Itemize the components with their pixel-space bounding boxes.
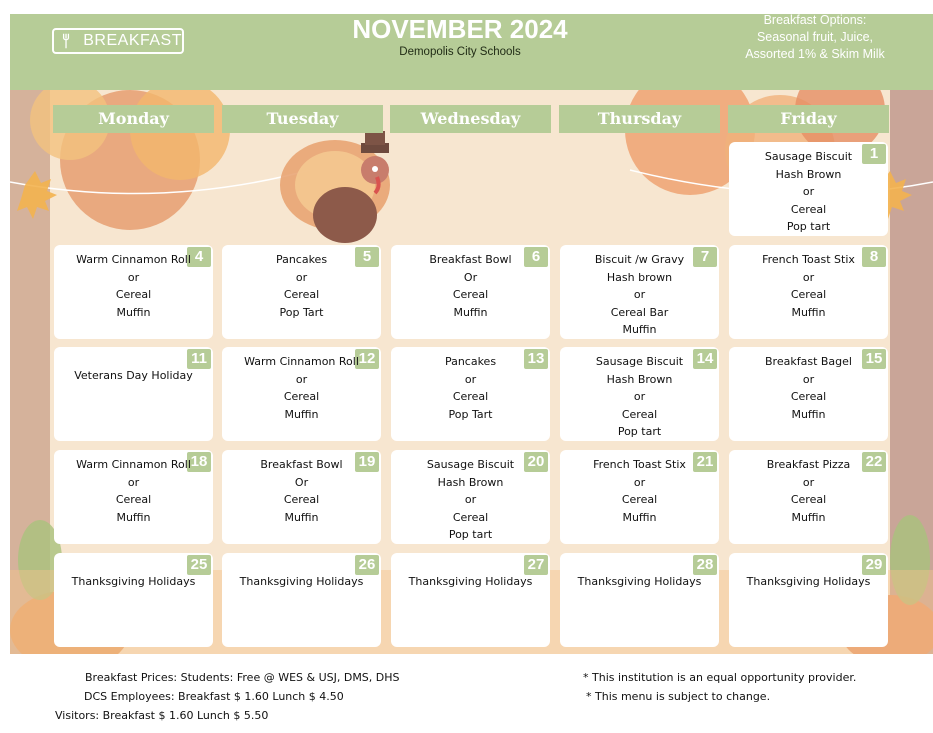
menu-item: Thanksgiving Holidays [408,575,533,588]
fork-icon [62,32,73,50]
menu-item: or [464,372,477,386]
day-cell [222,450,381,544]
date-number: 5 [355,247,379,267]
date-number: 4 [187,247,211,267]
menu-items [560,353,719,441]
day-cell [391,245,550,339]
menu-item: Cereal [452,288,489,301]
menu-item: Cereal [621,493,658,506]
day-cell [729,245,888,339]
day-cell [54,553,213,647]
menu-items [222,456,381,526]
menu-item: Cereal [790,493,827,506]
menu-items [729,353,888,423]
menu-item: Cereal Bar [610,305,669,319]
menu-item: Pop Tart [279,305,324,319]
date-number: 13 [524,349,548,369]
page-title: NOVEMBER 2024 [352,14,568,44]
menu-item: Or [294,475,309,489]
options-line: Assorted 1% & Skim Milk [745,47,885,61]
date-number: 14 [693,349,717,369]
equal-opportunity-note: * This institution is an equal opportunity provider. [583,671,857,684]
menu-item: Thanksgiving Holidays [577,575,702,588]
prices-line: Breakfast Prices: Students: Free @ WES & USJ, DMS, DHS [85,671,400,684]
menu-item: Breakfast Pizza [766,458,851,471]
menu-items [54,456,213,526]
menu-item: Cereal [621,407,658,421]
day-header-tuesday: Tuesday [222,105,383,133]
turkey-illustration [280,131,390,243]
menu-item: Muffin [453,305,488,319]
menu-item: Hash Brown [606,372,673,386]
logo-label: BREAKFAST [83,32,182,49]
date-number: 21 [693,452,717,472]
day-cell [729,142,888,236]
date-number: 28 [693,555,717,575]
menu-item: or [127,270,140,284]
menu-item: Muffin [284,510,319,524]
date-number: 6 [524,247,548,267]
day-cell [222,553,381,647]
menu-item: Sausage Biscuit [426,458,515,471]
menu-item: or [802,270,815,284]
page-subtitle: Demopolis City Schools [399,46,521,58]
day-cell [54,450,213,544]
menu-item: Pop tart [448,528,493,541]
menu-item: Hash brown [606,270,673,284]
day-cell [222,245,381,339]
menu-items [560,251,719,339]
menu-item: Muffin [622,510,657,524]
menu-item: Muffin [791,305,826,319]
menu-item: Cereal [452,390,489,403]
menu-item: Muffin [622,323,657,336]
menu-item: Cereal [790,288,827,301]
menu-item: Hash Brown [775,167,842,181]
date-number: 1 [862,144,886,164]
menu-items [391,456,550,544]
date-number: 15 [862,349,886,369]
day-cell [729,450,888,544]
menu-item: Breakfast Bowl [429,253,512,266]
menu-item: Warm Cinnamon Roll [244,355,359,368]
menu-item: Cereal [283,390,320,403]
menu-items [391,251,550,321]
menu-item: Cereal [452,510,489,524]
date-number: 19 [355,452,379,472]
menu-items [54,251,213,321]
menu-item: or [295,372,308,386]
visitors-line: Visitors: Breakfast $ 1.60 Lunch $ 5.50 [55,709,269,722]
menu-item: Cereal [283,288,320,301]
date-number: 22 [862,452,886,472]
menu-item: or [633,390,646,403]
menu-items [560,456,719,526]
menu-item: or [127,475,140,489]
menu-item: Cereal [115,288,152,301]
menu-item: Sausage Biscuit [595,355,684,368]
menu-item: Breakfast Bowl [260,458,343,471]
subject-to-change-note: * This menu is subject to change. [586,690,771,703]
breakfast-options [705,12,925,63]
menu-item: Muffin [116,305,151,319]
date-number: 26 [355,555,379,575]
menu-item: or [802,185,815,198]
menu-item: French Toast Stix [593,458,686,471]
day-cell [222,347,381,441]
menu-items [729,251,888,321]
date-number: 12 [355,349,379,369]
menu-item: Pop tart [617,425,662,438]
date-number: 11 [187,349,211,369]
day-cell [54,347,213,441]
day-cell [560,553,719,647]
day-cell [560,245,719,339]
menu-item: Cereal [790,390,827,403]
menu-item: Muffin [116,510,151,524]
menu-item: Or [463,270,478,284]
day-header-wednesday: Wednesday [390,105,551,133]
date-number: 25 [187,555,211,575]
menu-item: Pop Tart [448,407,493,421]
employees-line: DCS Employees: Breakfast $ 1.60 Lunch $ 4.50 [84,690,344,703]
menu-items [729,456,888,526]
menu-item: or [464,493,477,506]
menu-item: or [633,475,646,489]
day-header-friday: Friday [728,105,889,133]
menu-item: Pancakes [444,355,497,368]
menu-item: Thanksgiving Holidays [71,575,196,588]
menu-item: Thanksgiving Holidays [239,575,364,588]
menu-item: Muffin [791,510,826,524]
menu-item: Hash Brown [437,475,504,489]
date-number: 7 [693,247,717,267]
breakfast-logo [52,28,184,54]
menu-items [391,573,550,591]
menu-items [222,251,381,321]
menu-item: Warm Cinnamon Roll [76,253,191,266]
menu-items [729,148,888,236]
menu-item: or [633,288,646,301]
day-cell [391,347,550,441]
date-number: 20 [524,452,548,472]
menu-item: Cereal [115,493,152,506]
menu-item: French Toast Stix [762,253,855,266]
menu-item: Muffin [791,407,826,421]
day-cell [729,553,888,647]
day-header-monday: Monday [53,105,214,133]
menu-item: or [802,475,815,489]
menu-item: Warm Cinnamon Roll [76,458,191,471]
menu-item: Biscuit /w Gravy [594,253,685,266]
menu-item: Veterans Day Holiday [74,369,193,382]
menu-item: Thanksgiving Holidays [746,575,871,588]
date-number: 29 [862,555,886,575]
day-cell [729,347,888,441]
day-cell [560,450,719,544]
menu-items [391,353,550,423]
day-cell [391,450,550,544]
menu-item: Muffin [284,407,319,421]
menu-item: Cereal [283,493,320,506]
menu-items [54,367,213,385]
menu-items [222,573,381,591]
date-number: 18 [187,452,211,472]
menu-item: or [802,372,815,386]
menu-item: or [295,270,308,284]
day-cell [560,347,719,441]
options-line: Seasonal fruit, Juice, [756,30,874,44]
date-number: 8 [862,247,886,267]
day-cell [391,553,550,647]
menu-items [54,573,213,591]
menu-item: Pop tart [786,220,831,233]
menu-item: Sausage Biscuit [764,150,853,163]
date-number: 27 [524,555,548,575]
menu-item: Cereal [790,202,827,216]
menu-items [560,573,719,591]
day-cell [54,245,213,339]
menu-items [222,353,381,423]
menu-item: Pancakes [275,253,328,266]
menu-item: Breakfast Bagel [765,355,852,368]
options-line: Breakfast Options: [763,13,867,27]
menu-items [729,573,888,591]
day-header-thursday: Thursday [559,105,720,133]
